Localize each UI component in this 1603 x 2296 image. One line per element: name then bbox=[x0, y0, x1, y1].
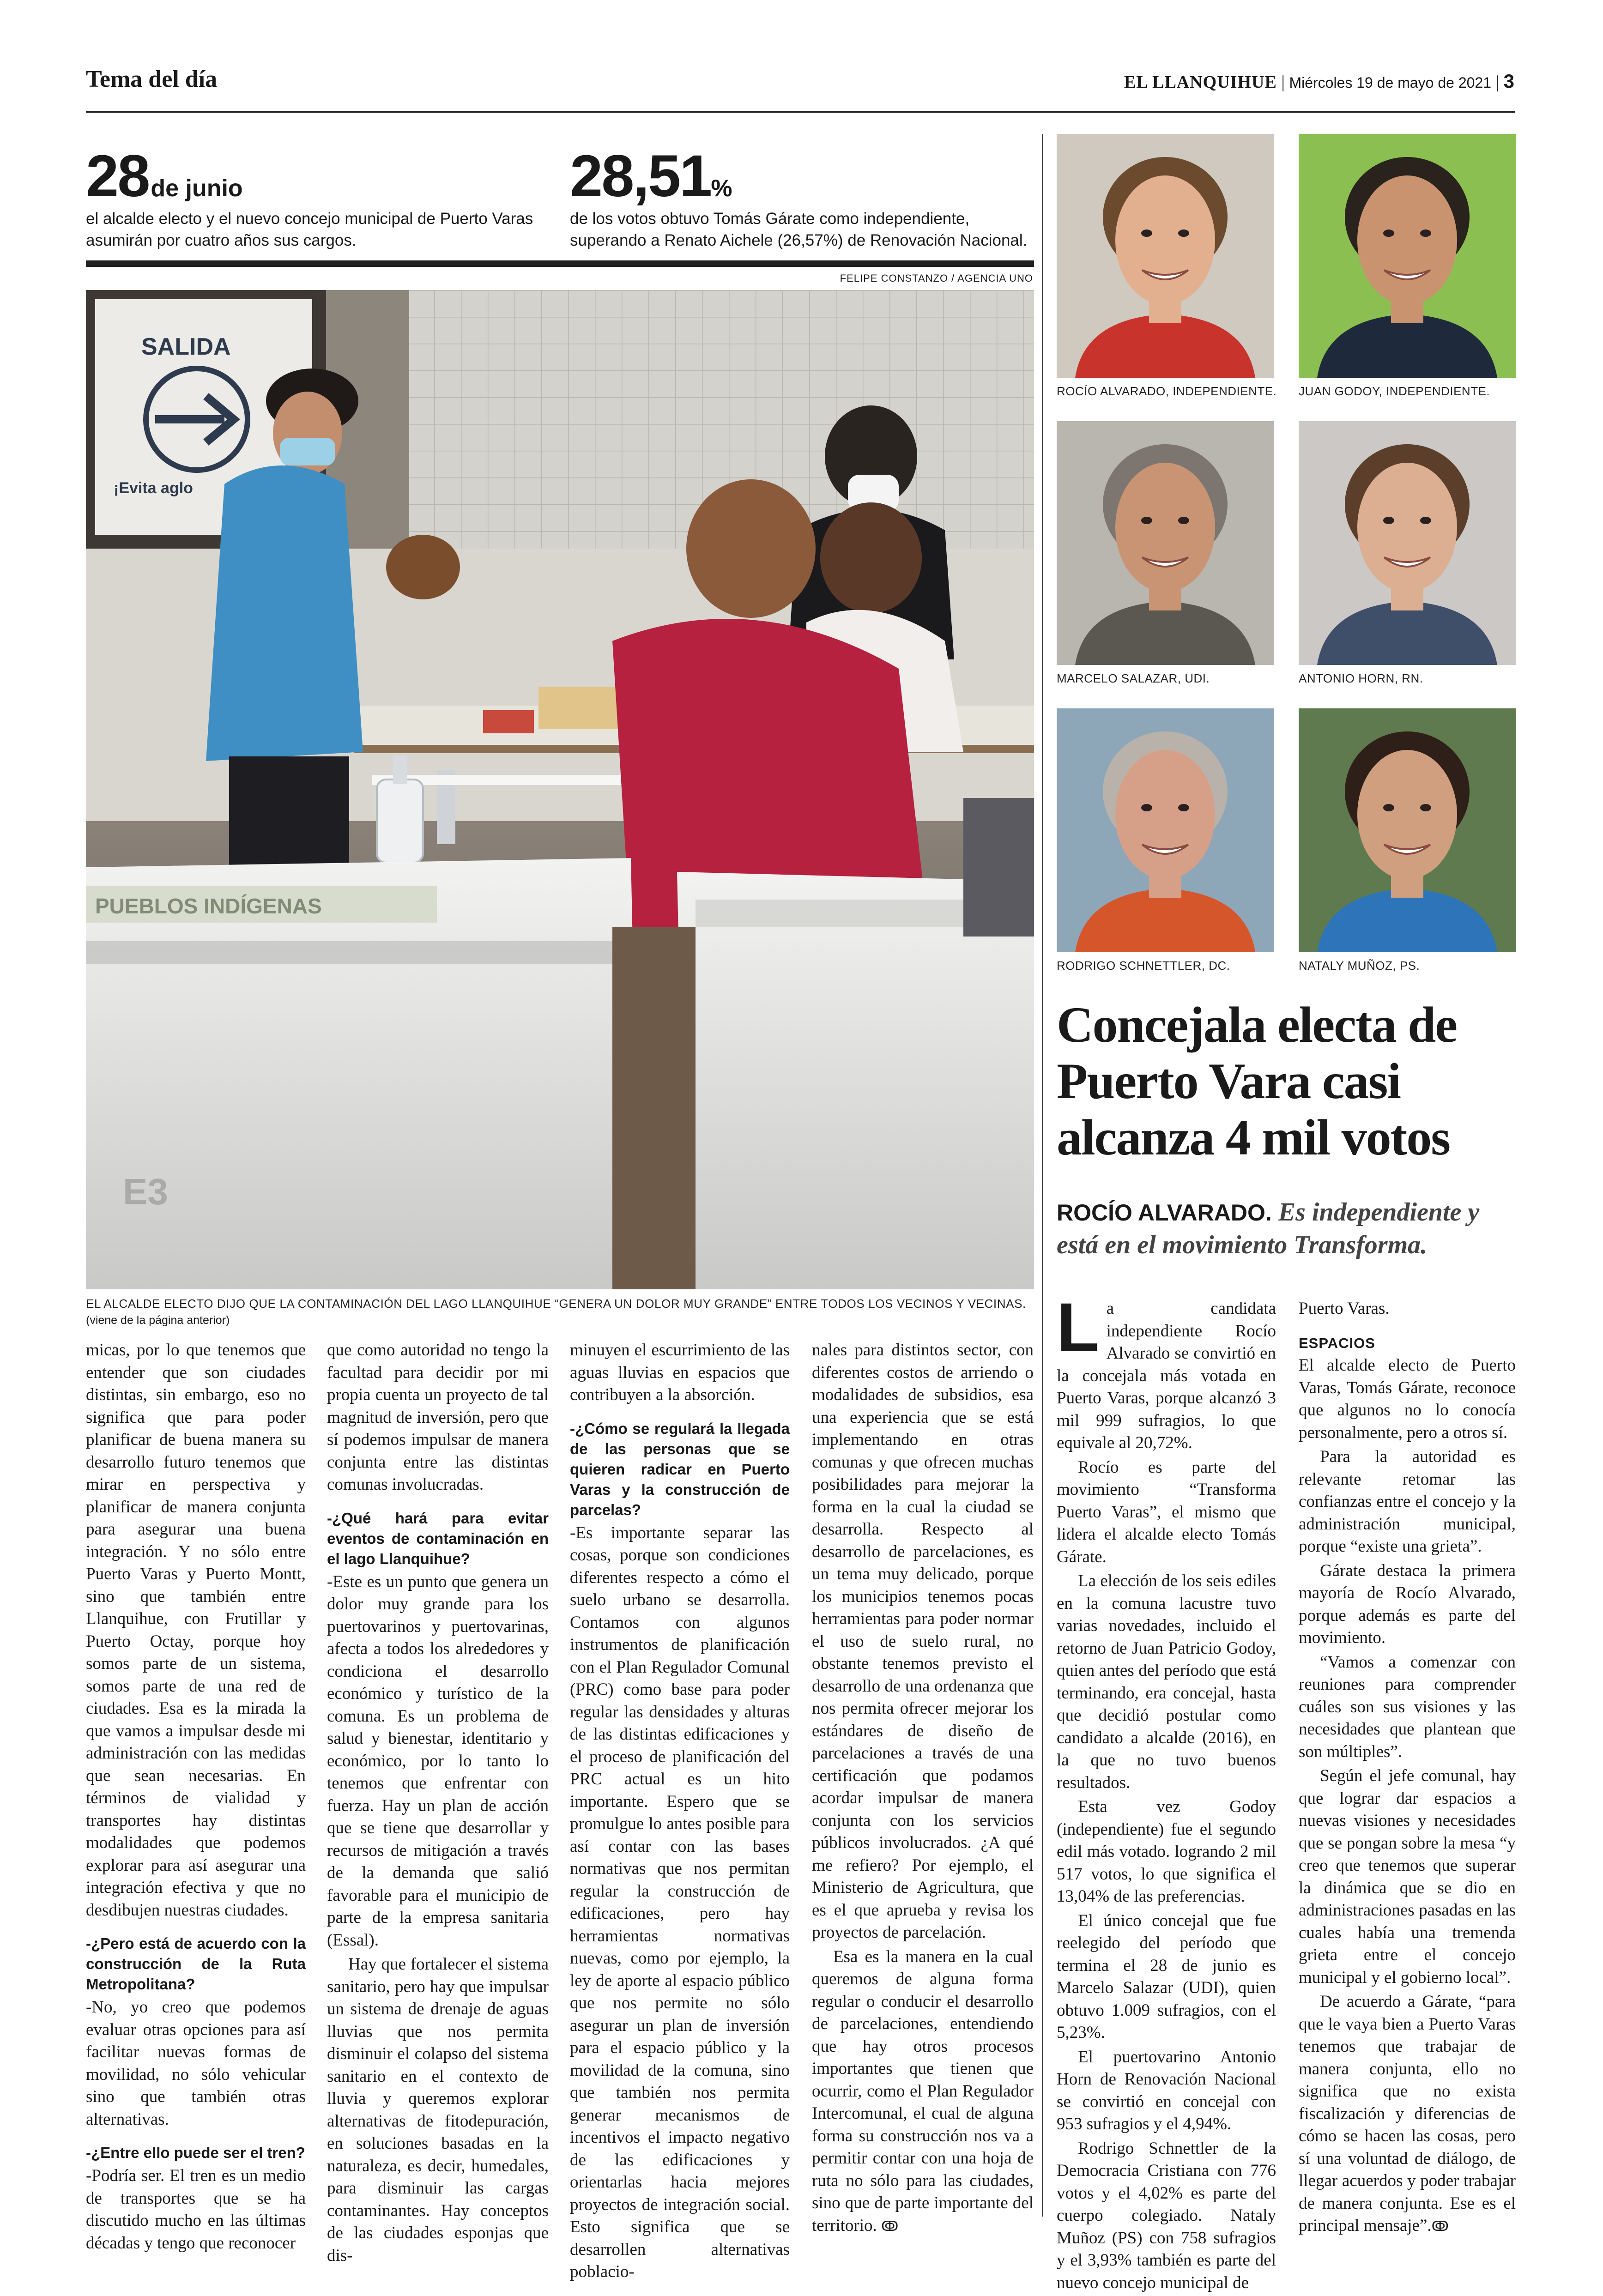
candidate-portrait bbox=[1057, 708, 1274, 952]
main-photo-caption: EL ALCALDE ELECTO DIJO QUE LA CONTAMINACIÓN DEL LAGO LLANQUIHUE “GENERA UN DOLOR MUY GRANDE” ENTRE TODOS LOS VECINOS Y VECINAS. bbox=[86, 1297, 1026, 1311]
interview-column-3 bbox=[570, 1339, 790, 2285]
interview-question: -¿Qué hará para evitar eventos de contaminación en el lago Llanquihue? bbox=[327, 1509, 549, 1567]
sidebar-paragraph-text: De acuerdo a Gárate, “para que le vaya bien a Puerto Varas tenemos que trabajar de manera conjunta, ello no significa que no exista fiscalización y diferencias de cómo se hacen las cosas, pero sí una voluntad de diálogo, de llegar acuerdos y poder trabajar de manera conjunta. Ese es el principal mensaje”. bbox=[1299, 1992, 1516, 2235]
interview-answer: -Es importante separar las cosas, porque son condiciones diferentes respecto a cómo el suelo urbano se desarrolla. Contamos con algunos instrumentos de planificación con el Plan Regulador Comunal (PRC) como base para poder regular las densidades y alturas de las distintas edificaciones y el proceso de planificación del PRC actual es un hito importante. Espero que se promulgue lo antes posible para así contar con las bases normativas que nos permitan regular la construcción de edificaciones, pero hay herramientas normativas nuevas, como por ejemplo, la ley de aporte al espacio público que nos permite no sólo asegurar un plan de inversión para el espacio público y la movilidad de la comuna, sino que también nos permita generar mecanismos de incentivos el impacto negativo de las edificaciones y orientarlas hacia mejores proyectos de integración social. Esto significa que se desarrollen alternativas poblacio- bbox=[570, 1523, 790, 2281]
stat-2-number: 28,51 bbox=[570, 143, 711, 209]
sidebar-kicker bbox=[1057, 1196, 1518, 1261]
interview-paragraph: que como autoridad no tengo la facultad para decidir por mi propia cuenta un proyecto de tal magnitud de inversión, pero que sí podemos impulsar de manera conjunta entre las distintas comunas involucradas. bbox=[327, 1341, 549, 1494]
ballot-box-number: E3 bbox=[123, 1171, 168, 1212]
main-photo-image bbox=[86, 290, 1034, 1289]
ballot-box-text: PUEBLOS INDÍGENAS bbox=[95, 894, 322, 918]
kicker-text: Es independiente y está en el movimiento Transforma. bbox=[1057, 1198, 1480, 1259]
stat-2-text: de los votos obtuvo Tomás Gárate como independiente, superando a Renato Aichele (26,57%) de Renovación Nacional. bbox=[570, 210, 1028, 249]
sidebar-lead-paragraph bbox=[1057, 1288, 1276, 1455]
sidebar-paragraph: Para la autoridad es relevante retomar las confianzas entre el concejo y la administración municipal, porque “existe una grieta”. bbox=[1299, 1447, 1516, 1556]
interview-question: -¿Entre ello puede ser el tren? bbox=[86, 2144, 305, 2161]
candidate-portrait bbox=[1299, 708, 1516, 952]
portrait-photo bbox=[1299, 708, 1516, 952]
kicker-name: ROCÍO ALVARADO. bbox=[1057, 1200, 1272, 1226]
sidebar-paragraph: La elección de los seis ediles en la comuna lacustre tuvo varias novedades, incluido el retorno de Juan Patricio Godoy, quien antes del período que está terminando, era concejal, hasta que decidió postular como candidato a alcalde (2016), en la que no tuvo buenos resultados. bbox=[1057, 1571, 1276, 1792]
sidebar-column-b bbox=[1299, 1298, 1516, 2240]
sidebar-paragraph: El alcalde electo de Puerto Varas, Tomás Gárate, reconoce que algunos no lo conocía personalmente, pero a otros sí. bbox=[1299, 1356, 1516, 1442]
portrait-caption: ANTONIO HORN, RN. bbox=[1299, 671, 1423, 685]
interview-paragraph: micas, por lo que tenemos que entender que son ciudades distintas, sin embargo, eso no significa que para poder planificar de buena manera su desarrollo futuro tenemos que mirar en perspectiva y planificar de manera conjunta para asegurar una buena integración. Y no sólo entre Puerto Varas y Puerto Montt, sino que también entre Llanquihue, con Frutillar y Puerto Octay, porque hoy somos parte de un sistema, somos parte de una red de ciudades. Esa es la mirada la que vamos a impulsar desde mi administración con las medidas que sean necesarias. En términos de vialidad y transportes hay distintas modalidades que podemos explorar para así asegurar una integración efectiva y que no desdibujen nuestras ciudades. bbox=[86, 1341, 306, 1920]
portrait-caption: MARCELO SALAZAR, UDI. bbox=[1057, 671, 1210, 685]
sidebar-headline: Concejala electa de Puerto Vara casi alcanza 4 mil votos bbox=[1057, 997, 1457, 1166]
candidate-portrait bbox=[1057, 134, 1274, 378]
page-number: 3 bbox=[1503, 70, 1514, 92]
photo-credit: FELIPE CONSTANZO / AGENCIA UNO bbox=[840, 272, 1033, 284]
sidebar-column-a bbox=[1057, 1288, 1276, 2296]
portrait-caption: NATALY MUÑOZ, PS. bbox=[1299, 959, 1420, 973]
stat-block-1 bbox=[86, 143, 548, 251]
sidebar-paragraph: Gárate destaca la primera mayoría de Rocío Alvarado, porque además es parte del movimiento. bbox=[1299, 1561, 1516, 1647]
end-mark-icon: ↂ bbox=[1431, 2218, 1449, 2235]
portrait-photo bbox=[1057, 134, 1274, 378]
separator: | bbox=[1276, 73, 1289, 92]
stat-2-unit: % bbox=[711, 175, 732, 202]
candidate-portrait bbox=[1057, 421, 1274, 665]
stat-1-heading bbox=[86, 143, 548, 209]
stat-1-unit: de junio bbox=[151, 175, 243, 202]
end-mark-icon: ↂ bbox=[881, 2218, 899, 2235]
sidebar-paragraph: El puertovarino Antonio Horn de Renovación Nacional se convirtió en concejal con 953 sufragios y el 4,94%. bbox=[1057, 2047, 1276, 2133]
candidate-portrait bbox=[1299, 421, 1516, 665]
sidebar-paragraph: El único concejal que fue reelegido del período que termina el 28 de junio es Marcelo Salazar (UDI), quien obtuvo 1.009 sufragios, con el 5,23%. bbox=[1057, 1911, 1276, 2042]
interview-answer: -Podría ser. El tren es un medio de transportes que se ha discutido mucho en las últimas décadas y tengo que reconocer bbox=[86, 2166, 306, 2253]
interview-paragraph: Hay que fortalecer el sistema sanitario, pero hay que impulsar un sistema de drenaje de aguas lluvias que nos permita disminuir el colapso del sistema sanitario en el contexto de lluvia y queremos explorar alternativas de fitodepuración, en soluciones basadas en la naturaleza, es decir, humedales, para disminuir las cargas contaminantes. Hay conceptos de las ciudades esponjas que dis- bbox=[327, 1955, 549, 2265]
portrait-photo bbox=[1299, 134, 1516, 378]
interview-paragraph-text: Esa es la manera en la cual queremos de alguna forma regular o conducir el desarrollo de parcelaciones, entendiendo que hay otros procesos importantes que tienen que ocurrir, como el Plan Regulador Intercomunal, el cual de alguna forma su construcción nos va a permitir contar con una hoja de ruta no sólo para las ciudades, sino que de parte importante del territorio. bbox=[812, 1947, 1034, 2235]
interview-paragraph: nales para distintos sector, con diferentes costos de arriendo o modalidades de subsidios, esa una experiencia que se está implementando en otras comunas y que ofrecen muchas posibilidades para mejorar la forma en la cual la ciudad se desarrolla. Respecto al desarrollo de parcelaciones, es un tema muy delicado, porque los municipios tenemos pocas herramientas para poder normar el uso de suelo rural, no obstante tenemos previsto el desarrollo de una ordenanza que nos permita ofrecer mejorar los estándares de diseño de parcelaciones a través de una certificación que podamos acordar impulsar de manera conjunta con los servicios públicos involucrados. ¿A qué me refiero? Por ejemplo, el Ministerio de Agricultura, que es el que aprueba y revisa los proyectos de parcelación. bbox=[812, 1341, 1034, 1942]
continued-note: (viene de la página anterior) bbox=[86, 1314, 230, 1327]
sidebar-paragraph: Rocío es parte del movimiento “Transforma Puerto Varas”, el mismo que lidera el alcalde electo Tomás Gárate. bbox=[1057, 1457, 1276, 1566]
interview-column-2 bbox=[327, 1339, 549, 2269]
sidebar-paragraph: Puerto Varas. bbox=[1299, 1299, 1390, 1318]
section-title: Tema del día bbox=[86, 66, 218, 92]
exit-sign-text: SALIDA bbox=[141, 333, 231, 360]
interview-paragraph bbox=[812, 1946, 1034, 2238]
interview-answer: -Este es un punto que genera un dolor muy grande para los puertovarinos y puertovarinas, afecta a todos los alrededores y condiciona el desarrollo económico y turístico de la comuna. Es un problema de salud y bienestar, identitario y económico, por lo tanto lo tenemos que enfrentar con fuerza. Hay un plan de acción que se tiene que desarrollar y recursos de mitigación a través de la demanda que salió favorable para el municipio de parte de la empresa sanitaria (Essal). bbox=[327, 1572, 549, 1950]
stat-2-heading bbox=[570, 143, 1036, 209]
lead-text: a candidata independiente Rocío Alvarado se convirtió en la concejala más votada en Puerto Varas, porque alcanzó 3 mil 999 sufragios, lo que equivale al 20,72%. bbox=[1057, 1299, 1276, 1452]
main-photo bbox=[86, 290, 1034, 1289]
portrait-photo bbox=[1057, 708, 1274, 952]
portrait-caption: RODRIGO SCHNETTLER, DC. bbox=[1057, 959, 1230, 973]
interview-answer: -No, yo creo que podemos evaluar otras opciones para así facilitar nuevas formas de movilidad, no sólo vehicular sino que también otras alternativas. bbox=[86, 1998, 306, 2129]
separator: | bbox=[1491, 73, 1504, 92]
stat-1-number: 28 bbox=[86, 143, 149, 209]
candidate-portrait bbox=[1299, 134, 1516, 378]
interview-paragraph: minuyen el escurrimiento de las aguas lluvias en espacios que contribuyen a la absorción. bbox=[570, 1341, 790, 1404]
header-rule bbox=[86, 111, 1515, 113]
exit-sign-subtext: ¡Evita aglo bbox=[114, 479, 193, 497]
sidebar-paragraph: “Vamos a comenzar con reuniones para comprender cuáles son sus visiones y las necesidades que plantean que son múltiples”. bbox=[1299, 1652, 1516, 1761]
sidebar-divider bbox=[1042, 134, 1043, 2217]
portrait-photo bbox=[1057, 421, 1274, 665]
interview-question: -¿Cómo se regulará la llegada de las personas que se quieren radicar en Puerto Varas y la construcción de parcelas? bbox=[570, 1420, 790, 1518]
portrait-caption: JUAN GODOY, INDEPENDIENTE. bbox=[1299, 384, 1490, 398]
interview-question: -¿Pero está de acuerdo con la construcción de la Ruta Metropolitana? bbox=[86, 1935, 306, 1993]
drop-cap: L bbox=[1057, 1288, 1099, 1366]
sidebar-paragraph bbox=[1299, 1991, 1516, 2238]
stats-rule bbox=[86, 260, 1034, 267]
portrait-caption: ROCÍO ALVARADO, INDEPENDIENTE. bbox=[1057, 384, 1277, 398]
issue-date: Miércoles 19 de mayo de 2021 bbox=[1289, 74, 1492, 91]
portrait-photo bbox=[1299, 421, 1516, 665]
stat-1-text: el alcalde electo y el nuevo concejo municipal de Puerto Varas asumirán por cuatro años sus cargos. bbox=[86, 210, 533, 249]
masthead-line bbox=[1124, 70, 1514, 92]
interview-column-1 bbox=[86, 1339, 306, 2256]
sidebar-paragraph: Según el jefe comunal, hay que lograr dar espacios a nuevas visiones y necesidades que se pongan sobre la mesa “y creo que tenemos que superar la dinámica que se dio en administraciones pasadas en las cuales había una tremenda grieta entre el concejo municipal y el gobierno local”. bbox=[1299, 1766, 1516, 1987]
sidebar-paragraph: Esta vez Godoy (independiente) fue el segundo edil más votado. logrando 2 mil 517 votos, lo que significa el 13,04% de las preferencias. bbox=[1057, 1797, 1276, 1906]
newspaper-name: EL LLANQUIHUE bbox=[1124, 73, 1277, 92]
sidebar-subhead: ESPACIOS bbox=[1299, 1335, 1375, 1351]
stat-block-2 bbox=[570, 143, 1036, 251]
interview-column-4 bbox=[812, 1339, 1034, 2240]
sidebar-paragraph: Rodrigo Schnettler de la Democracia Cristiana con 776 votos y el 4,02% es parte del cuerpo colegiado. Nataly Muñoz (PS) con 758 sufragios y el 3,93% también es parte del nuevo concejo municipal de bbox=[1057, 2139, 1276, 2292]
